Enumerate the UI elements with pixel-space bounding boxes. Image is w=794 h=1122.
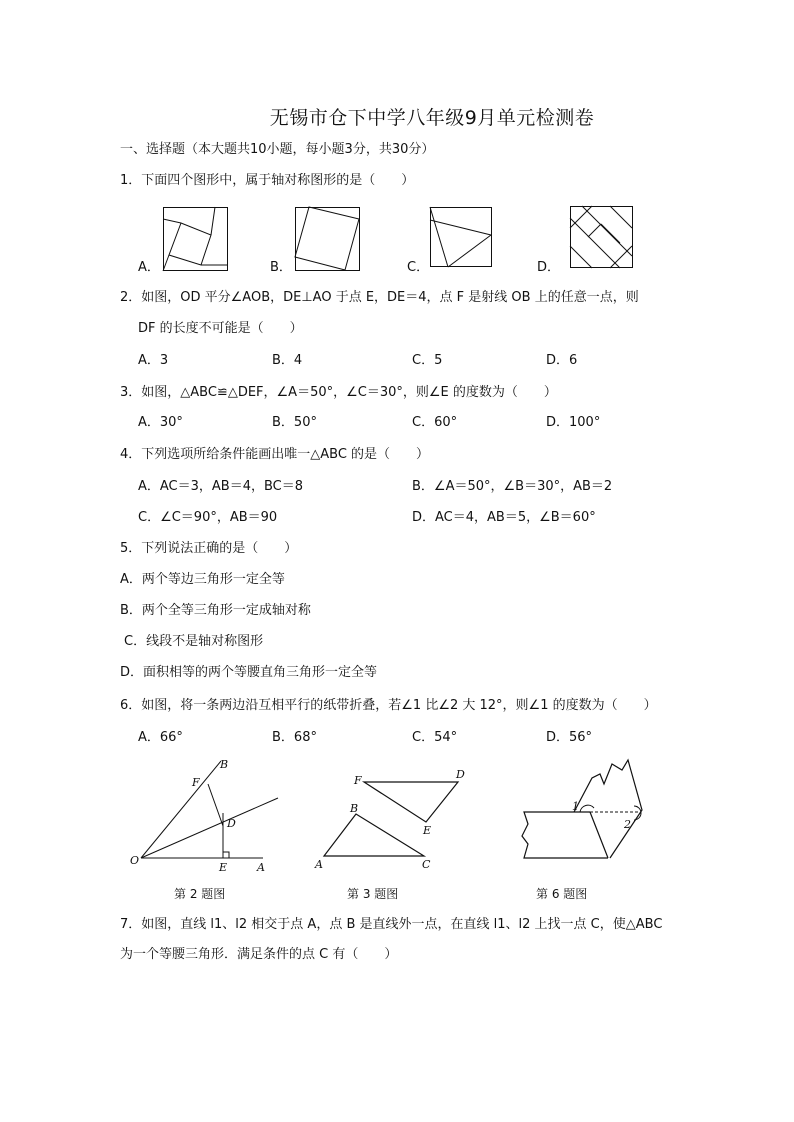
fig2-label-o: O — [130, 854, 140, 867]
q4-option-c: C．∠C＝90°，AB＝90 — [138, 510, 278, 525]
q5-option-a: A．两个等边三角形一定全等 — [120, 572, 285, 587]
figure-q2-caption: 第 2 题图 — [174, 887, 226, 901]
q5-option-d: D．面积相等的两个等腰直角三角形一定全等 — [120, 665, 378, 680]
q1-option-c: C． — [407, 260, 430, 275]
question-1-stem: 1．下面四个图形中，属于轴对称图形的是（ ） — [120, 173, 415, 188]
q1-figure-d — [570, 206, 636, 272]
q2-option-d: D．6 — [546, 353, 578, 368]
section-heading: 一、选择题（本大题共10小题，每小题3分，共30分） — [120, 142, 435, 157]
question-7-stem: 7．如图，直线 l1、l2 相交于点 A，点 B 是直线外一点，在直线 l1、l2 上找一点 C，使△ABC — [120, 917, 663, 932]
q4-option-b: B．∠A＝50°，∠B＝30°，AB＝2 — [412, 479, 613, 494]
q1-option-b: B． — [270, 260, 292, 275]
figure-q6 — [510, 758, 660, 878]
fig2-label-f: F — [192, 776, 200, 789]
q1-figure-c — [430, 207, 496, 273]
q1-option-a: A． — [138, 260, 160, 275]
fig3-label-f: F — [354, 774, 362, 787]
fig3-label-e: E — [423, 824, 432, 837]
q3-option-c: C．60° — [412, 415, 458, 430]
fig2-label-a: A — [257, 861, 265, 874]
q5-option-b: B．两个全等三角形一定成轴对称 — [120, 603, 311, 618]
q2-option-b: B．4 — [272, 353, 303, 368]
q4-option-a: A．AC＝3，AB＝4，BC＝8 — [138, 479, 304, 494]
figure-q3-caption: 第 3 题图 — [347, 887, 399, 901]
page-title: 无锡市仓下中学八年级9月单元检测卷 — [269, 107, 595, 129]
question-4-stem: 4．下列选项所给条件能画出唯一△ABC 的是（ ） — [120, 447, 430, 462]
fig6-label-1: 1 — [572, 800, 579, 813]
figure-q3 — [312, 764, 472, 874]
question-6-stem: 6．如图，将一条两边沿互相平行的纸带折叠，若∠1 比∠2 大 12°，则∠1 的度数为（ ） — [120, 698, 657, 713]
fig3-label-c: C — [422, 858, 431, 871]
fig3-label-a: A — [315, 858, 323, 871]
figure-q6-caption: 第 6 题图 — [536, 887, 588, 901]
q6-option-d: D．56° — [546, 730, 593, 745]
question-2-stem: 2．如图，OD 平分∠AOB，DE⊥AO 于点 E，DE＝4，点 F 是射线 OB 上的任意一点，则 — [120, 290, 639, 305]
q1-figure-a — [163, 207, 229, 273]
question-7-stem-cont: 为一个等腰三角形．满足条件的点 C 有（ ） — [120, 947, 398, 962]
q2-option-c: C．5 — [412, 353, 443, 368]
q1-option-d: D． — [537, 260, 561, 275]
q6-option-a: A．66° — [138, 730, 183, 745]
fig2-label-d: D — [227, 817, 236, 830]
q2-option-a: A．3 — [138, 353, 169, 368]
question-2-stem-cont: DF 的长度不可能是（ ） — [138, 321, 303, 336]
q3-option-b: B．50° — [272, 415, 317, 430]
question-3-stem: 3．如图，△ABC≌△DEF，∠A＝50°，∠C＝30°，则∠E 的度数为（ ） — [120, 385, 557, 400]
q6-option-b: B．68° — [272, 730, 317, 745]
figure-q2 — [128, 758, 278, 878]
q5-option-c: C．线段不是轴对称图形 — [124, 634, 264, 649]
fig3-label-d: D — [456, 768, 465, 781]
q1-figure-b — [295, 207, 361, 273]
q6-option-c: C．54° — [412, 730, 458, 745]
fig2-label-e: E — [219, 861, 228, 874]
q3-option-d: D．100° — [546, 415, 601, 430]
fig6-label-2: 2 — [624, 818, 631, 831]
q4-option-d: D．AC＝4，AB＝5，∠B＝60° — [412, 510, 596, 525]
fig2-label-b: B — [220, 758, 229, 771]
q3-option-a: A．30° — [138, 415, 183, 430]
fig3-label-b: B — [350, 802, 359, 815]
question-5-stem: 5．下列说法正确的是（ ） — [120, 541, 298, 556]
